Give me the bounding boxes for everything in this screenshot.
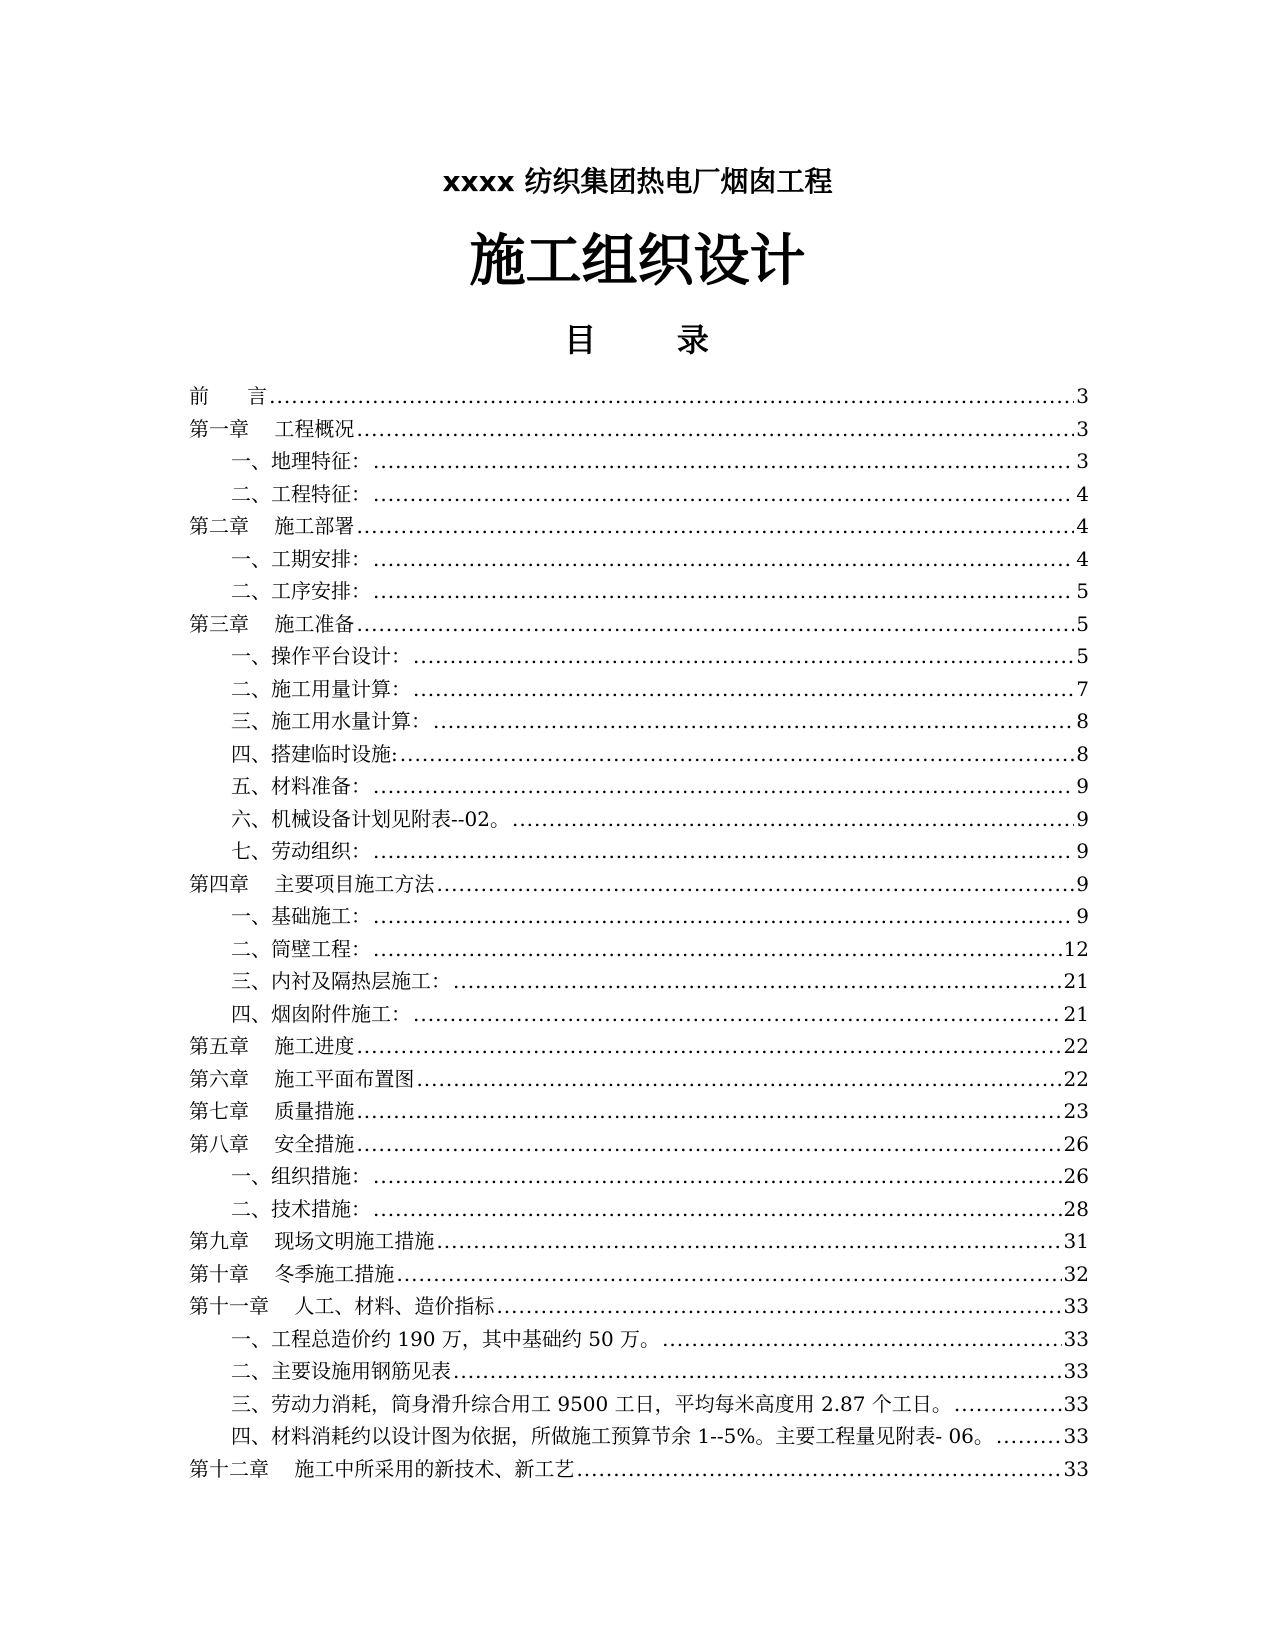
toc-page-number: 22 <box>1063 1066 1089 1091</box>
toc-page-number: 3 <box>1076 449 1089 473</box>
toc-section-entry[interactable] <box>189 445 1089 478</box>
toc-section-entry[interactable] <box>189 1193 1089 1226</box>
toc-section-entry[interactable] <box>189 575 1089 608</box>
toc-dot-leader <box>373 445 1074 478</box>
toc-dot-leader <box>356 608 1074 641</box>
toc-dot-leader <box>413 998 1062 1031</box>
toc-dot-leader <box>373 543 1074 576</box>
toc-entry-label: 二、技术措施： <box>231 1196 371 1221</box>
toc-dot-leader <box>496 1290 1061 1323</box>
document-subtitle: xxxx 纺织集团热电厂烟囱工程 <box>442 165 833 198</box>
toc-chapter-entry[interactable] <box>189 1095 1089 1128</box>
toc-dot-leader <box>512 803 1074 836</box>
toc-page-number: 5 <box>1076 579 1089 603</box>
toc-chapter-entry[interactable] <box>189 1128 1089 1161</box>
toc-page-number: 4 <box>1076 546 1089 571</box>
toc-page-number: 33 <box>1063 1294 1089 1318</box>
toc-page-number: 9 <box>1076 806 1089 831</box>
toc-section-entry[interactable] <box>189 835 1089 868</box>
toc-entry-label: 二、筒壁工程： <box>231 936 371 961</box>
toc-page-number: 8 <box>1076 709 1089 733</box>
toc-page-number: 28 <box>1063 1196 1089 1221</box>
toc-page-number: 8 <box>1076 741 1089 766</box>
toc-page-number: 3 <box>1076 416 1089 441</box>
toc-entry-label: 第十章 冬季施工措施 <box>189 1261 395 1286</box>
toc-page-number: 22 <box>1063 1034 1089 1058</box>
toc-dot-leader <box>373 900 1074 933</box>
toc-dot-leader <box>436 868 1074 901</box>
toc-section-entry[interactable] <box>189 1160 1089 1193</box>
toc-entry-label: 第五章 施工进度 <box>189 1034 355 1058</box>
toc-dot-leader <box>373 933 1062 966</box>
toc-section-entry[interactable] <box>189 673 1089 706</box>
toc-dot-leader <box>453 965 1062 998</box>
toc-entry-label: 一、组织措施： <box>231 1164 371 1188</box>
toc-section-entry[interactable] <box>189 1323 1089 1356</box>
toc-entry-label: 第四章 主要项目施工方法 <box>189 871 435 896</box>
toc-chapter-entry[interactable] <box>189 1258 1089 1291</box>
toc-entry-label: 二、工序安排： <box>231 579 371 603</box>
toc-dot-leader <box>373 478 1074 511</box>
toc-entry-label: 三、劳动力消耗，筒身滑升综合用工 9500 工日，平均每米高度用 2.87 个工日。 <box>231 1391 952 1416</box>
toc-entry-label: 第十一章 人工、材料、造价指标 <box>189 1294 495 1318</box>
toc-page-number: 21 <box>1063 1001 1089 1026</box>
toc-dot-leader <box>413 673 1074 706</box>
toc-dot-leader <box>356 510 1074 543</box>
toc-entry-label: 二、主要设施用钢筋见表 <box>231 1359 451 1383</box>
toc-chapter-entry[interactable] <box>189 868 1089 901</box>
toc-dot-leader <box>269 380 1074 413</box>
toc-dot-leader <box>413 640 1074 673</box>
toc-page-number: 12 <box>1063 936 1089 961</box>
toc-entry-label: 七、劳动组织： <box>231 839 371 863</box>
toc-entry-label: 四、材料消耗约以设计图为依据，所做施工预算节余 1--5%。主要工程量见附表- 06。 <box>231 1424 994 1448</box>
toc-section-entry[interactable] <box>189 965 1089 998</box>
toc-chapter-entry[interactable] <box>189 1030 1089 1063</box>
toc-page-number: 5 <box>1076 644 1089 668</box>
toc-dot-leader <box>373 835 1074 868</box>
toc-page-number: 32 <box>1063 1261 1089 1286</box>
toc-page-number: 26 <box>1063 1131 1089 1156</box>
toc-section-entry[interactable] <box>189 543 1089 576</box>
toc-entry-label: 第九章 现场文明施工措施 <box>189 1229 435 1253</box>
toc-page-number: 9 <box>1076 904 1089 928</box>
toc-entry-label: 三、内衬及隔热层施工： <box>231 969 451 993</box>
toc-section-entry[interactable] <box>189 933 1089 966</box>
toc-section-entry[interactable] <box>189 478 1089 511</box>
toc-chapter-entry[interactable] <box>189 1453 1089 1486</box>
toc-page-number: 33 <box>1063 1326 1089 1351</box>
toc-entry-label: 三、施工用水量计算： <box>231 709 431 733</box>
toc-entry-label: 二、工程特征： <box>231 481 371 506</box>
toc-page-number: 9 <box>1076 839 1089 863</box>
toc-page-number: 23 <box>1063 1099 1089 1123</box>
toc-dot-leader <box>416 1063 1061 1096</box>
toc-dot-leader <box>433 705 1074 738</box>
toc-section-entry[interactable] <box>189 998 1089 1031</box>
toc-entry-label: 一、地理特征： <box>231 449 371 473</box>
toc-entry-label: 六、机械设备计划见附表--02。 <box>231 806 510 831</box>
toc-page-number: 26 <box>1063 1164 1089 1188</box>
toc-dot-leader <box>954 1388 1062 1421</box>
toc-page-number: 3 <box>1076 384 1089 408</box>
toc-section-entry[interactable] <box>189 900 1089 933</box>
toc-dot-leader <box>436 1225 1061 1258</box>
toc-entry-label: 一、工期安排： <box>231 546 371 571</box>
toc-chapter-entry[interactable] <box>189 1290 1089 1323</box>
toc-page-number: 33 <box>1063 1359 1089 1383</box>
toc-dot-leader <box>373 1160 1062 1193</box>
document-title: 施工组织设计 <box>469 229 806 294</box>
toc-page-number: 33 <box>1063 1391 1089 1416</box>
toc-page-number: 9 <box>1076 774 1089 798</box>
toc-chapter-entry[interactable] <box>189 608 1089 641</box>
toc-entry-label: 二、施工用量计算： <box>231 676 411 701</box>
toc-dot-leader <box>662 1323 1061 1356</box>
toc-section-entry[interactable] <box>189 803 1089 836</box>
toc-heading: 目 录 <box>564 321 711 359</box>
toc-section-entry[interactable] <box>189 770 1089 803</box>
toc-entry-label: 四、烟囱附件施工： <box>231 1001 411 1026</box>
toc-entry-label: 一、工程总造价约 190 万，其中基础约 50 万。 <box>231 1326 661 1351</box>
toc-entry-label: 第十二章 施工中所采用的新技术、新工艺 <box>189 1456 575 1481</box>
toc-section-entry[interactable] <box>189 640 1089 673</box>
toc-chapter-entry[interactable] <box>189 380 1089 413</box>
toc-dot-leader <box>576 1453 1061 1486</box>
toc-entry-label: 第八章 安全措施 <box>189 1131 355 1156</box>
toc-dot-leader <box>373 1193 1062 1226</box>
toc-section-entry[interactable] <box>189 1355 1089 1388</box>
toc-section-entry[interactable] <box>189 705 1089 738</box>
toc-entry-label: 四、搭建临时设施: <box>231 741 398 766</box>
toc-dot-leader <box>453 1355 1062 1388</box>
toc-entry-label: 第二章 施工部署 <box>189 514 355 538</box>
toc-page-number: 33 <box>1063 1456 1089 1481</box>
toc-dot-leader <box>356 1095 1061 1128</box>
toc-section-entry[interactable] <box>189 1420 1089 1453</box>
toc-dot-leader <box>373 575 1074 608</box>
toc-page-number: 9 <box>1076 871 1089 896</box>
toc-entry-label: 一、操作平台设计： <box>231 644 411 668</box>
toc-dot-leader <box>373 770 1074 803</box>
toc-entry-label: 第一章 工程概况 <box>189 416 355 441</box>
toc-chapter-entry[interactable] <box>189 413 1089 446</box>
toc-page-number: 7 <box>1076 676 1089 701</box>
toc-entry-label: 前 言 <box>189 384 268 408</box>
toc-page-number: 21 <box>1063 969 1089 993</box>
toc-dot-leader <box>356 1030 1061 1063</box>
toc-dot-leader <box>400 738 1075 771</box>
toc-page-number: 4 <box>1076 514 1089 538</box>
toc-entry-label: 第三章 施工准备 <box>189 611 355 636</box>
toc-page-number: 5 <box>1076 611 1089 636</box>
toc-chapter-entry[interactable] <box>189 1063 1089 1096</box>
toc-dot-leader <box>356 1128 1061 1161</box>
toc-entry-label: 第七章 质量措施 <box>189 1099 355 1123</box>
toc-entry-label: 一、基础施工： <box>231 904 371 928</box>
toc-page-number: 4 <box>1076 481 1089 506</box>
toc-entry-label: 五、材料准备： <box>231 774 371 798</box>
toc-entry-label: 第六章 施工平面布置图 <box>189 1066 415 1091</box>
toc-chapter-entry[interactable] <box>189 510 1089 543</box>
toc-dot-leader <box>356 413 1074 446</box>
toc-chapter-entry[interactable] <box>189 1225 1089 1258</box>
toc-page-number: 31 <box>1063 1229 1089 1253</box>
table-of-contents <box>189 380 1089 1485</box>
toc-dot-leader <box>996 1420 1062 1453</box>
toc-section-entry[interactable] <box>189 738 1089 771</box>
toc-dot-leader <box>396 1258 1061 1291</box>
toc-page-number: 33 <box>1063 1424 1089 1448</box>
toc-section-entry[interactable] <box>189 1388 1089 1421</box>
